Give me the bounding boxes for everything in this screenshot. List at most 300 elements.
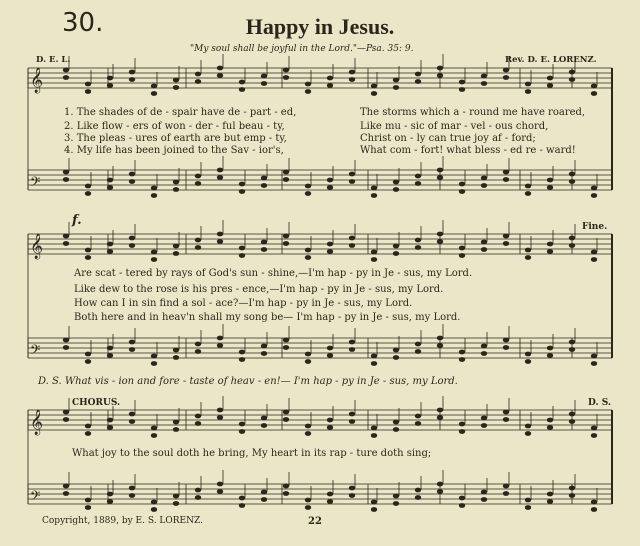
note-head bbox=[481, 490, 487, 495]
note-head bbox=[327, 418, 333, 423]
note-head bbox=[569, 493, 575, 498]
note-head bbox=[459, 80, 465, 85]
copyright-notice: Copyright, 1889, by E. S. LORENZ. bbox=[42, 516, 203, 526]
note-head bbox=[327, 346, 333, 351]
note-head bbox=[569, 70, 575, 75]
note-head bbox=[547, 353, 553, 358]
note-head bbox=[459, 357, 465, 362]
note-head bbox=[327, 353, 333, 358]
note-head bbox=[415, 342, 421, 347]
note-head bbox=[327, 249, 333, 254]
note-head bbox=[437, 232, 443, 237]
note-head bbox=[569, 243, 575, 248]
note-head bbox=[173, 501, 179, 506]
note-head bbox=[85, 248, 91, 253]
note-head bbox=[393, 85, 399, 90]
note-head bbox=[591, 84, 597, 89]
note-head bbox=[525, 352, 531, 357]
note-head bbox=[525, 424, 531, 429]
note-head bbox=[63, 338, 69, 343]
forte-marking: f. bbox=[72, 213, 82, 228]
note-head bbox=[63, 234, 69, 239]
note-head bbox=[525, 359, 531, 364]
note-head bbox=[283, 241, 289, 246]
note-head bbox=[63, 75, 69, 80]
note-head bbox=[283, 491, 289, 496]
note-head bbox=[63, 177, 69, 182]
note-head bbox=[173, 187, 179, 192]
note-head bbox=[283, 410, 289, 415]
note-head bbox=[305, 191, 311, 196]
verse-2-second-half: Like mu - sic of mar - vel - ous chord, bbox=[360, 121, 549, 132]
note-head bbox=[547, 178, 553, 183]
note-head bbox=[349, 493, 355, 498]
note-head bbox=[349, 236, 355, 241]
note-head bbox=[437, 175, 443, 180]
note-head bbox=[503, 177, 509, 182]
note-head bbox=[195, 349, 201, 354]
note-head bbox=[195, 238, 201, 243]
note-head bbox=[569, 419, 575, 424]
note-head bbox=[195, 245, 201, 250]
note-head bbox=[173, 420, 179, 425]
note-head bbox=[239, 246, 245, 251]
note-head bbox=[173, 251, 179, 256]
note-head bbox=[525, 191, 531, 196]
bass-clef-icon: 𝄢 bbox=[30, 174, 41, 193]
note-head bbox=[437, 239, 443, 244]
treble-clef-icon: 𝄞 bbox=[30, 234, 44, 259]
note-head bbox=[85, 431, 91, 436]
note-head bbox=[349, 340, 355, 345]
note-head bbox=[547, 425, 553, 430]
note-head bbox=[349, 77, 355, 82]
note-head bbox=[173, 85, 179, 90]
note-head bbox=[503, 241, 509, 246]
note-head bbox=[415, 349, 421, 354]
note-head bbox=[305, 248, 311, 253]
note-head bbox=[261, 490, 267, 495]
note-head bbox=[371, 426, 377, 431]
note-head bbox=[591, 426, 597, 431]
treble-clef-icon: 𝄞 bbox=[30, 68, 44, 93]
note-head bbox=[261, 344, 267, 349]
note-head bbox=[591, 91, 597, 96]
note-head bbox=[261, 247, 267, 252]
note-head bbox=[481, 423, 487, 428]
note-head bbox=[371, 507, 377, 512]
note-head bbox=[569, 236, 575, 241]
note-head bbox=[503, 484, 509, 489]
note-head bbox=[393, 244, 399, 249]
note-head bbox=[217, 66, 223, 71]
note-head bbox=[239, 357, 245, 362]
note-head bbox=[349, 486, 355, 491]
note-head bbox=[569, 340, 575, 345]
note-head bbox=[151, 250, 157, 255]
verse-3-first-half: 3. The pleas - ures of earth are but emp - ty, bbox=[64, 133, 287, 144]
note-head bbox=[327, 242, 333, 247]
note-head bbox=[459, 503, 465, 508]
note-head bbox=[107, 83, 113, 88]
note-head bbox=[591, 507, 597, 512]
note-head bbox=[107, 346, 113, 351]
note-head bbox=[503, 75, 509, 80]
note-head bbox=[107, 76, 113, 81]
note-head bbox=[393, 187, 399, 192]
note-head bbox=[503, 491, 509, 496]
note-head bbox=[525, 89, 531, 94]
note-head bbox=[305, 431, 311, 436]
note-head bbox=[503, 68, 509, 73]
note-head bbox=[415, 421, 421, 426]
note-head bbox=[591, 500, 597, 505]
note-head bbox=[305, 498, 311, 503]
note-head bbox=[85, 89, 91, 94]
note-head bbox=[547, 185, 553, 190]
note-head bbox=[217, 232, 223, 237]
note-head bbox=[437, 415, 443, 420]
note-head bbox=[415, 245, 421, 250]
note-head bbox=[503, 410, 509, 415]
note-head bbox=[371, 257, 377, 262]
note-head bbox=[415, 495, 421, 500]
note-head bbox=[591, 361, 597, 366]
note-head bbox=[305, 255, 311, 260]
note-head bbox=[283, 234, 289, 239]
note-head bbox=[305, 352, 311, 357]
note-head bbox=[217, 408, 223, 413]
note-head bbox=[349, 172, 355, 177]
note-head bbox=[107, 185, 113, 190]
note-head bbox=[525, 248, 531, 253]
note-head bbox=[63, 491, 69, 496]
note-head bbox=[481, 183, 487, 188]
note-head bbox=[525, 82, 531, 87]
note-head bbox=[261, 416, 267, 421]
note-head bbox=[371, 186, 377, 191]
note-head bbox=[569, 412, 575, 417]
composer-credit: Rev. D. E. LORENZ. bbox=[505, 55, 597, 65]
note-head bbox=[151, 361, 157, 366]
note-head bbox=[393, 427, 399, 432]
verse-1-second-half: The storms which a - round me have roared, bbox=[360, 107, 586, 118]
note-head bbox=[503, 417, 509, 422]
lyricist-credit: D. E. L. bbox=[36, 55, 71, 65]
note-head bbox=[349, 179, 355, 184]
note-head bbox=[63, 417, 69, 422]
note-head bbox=[503, 338, 509, 343]
note-head bbox=[85, 255, 91, 260]
note-head bbox=[283, 345, 289, 350]
note-head bbox=[459, 350, 465, 355]
note-head bbox=[437, 66, 443, 71]
bass-clef-icon: 𝄢 bbox=[30, 342, 41, 361]
note-head bbox=[393, 78, 399, 83]
note-head bbox=[305, 505, 311, 510]
note-head bbox=[261, 74, 267, 79]
note-head bbox=[283, 417, 289, 422]
note-head bbox=[107, 178, 113, 183]
note-head bbox=[107, 492, 113, 497]
note-head bbox=[525, 184, 531, 189]
note-head bbox=[107, 249, 113, 254]
note-head bbox=[305, 424, 311, 429]
note-head bbox=[415, 238, 421, 243]
note-head bbox=[503, 345, 509, 350]
note-head bbox=[437, 489, 443, 494]
note-head bbox=[129, 70, 135, 75]
note-head bbox=[437, 73, 443, 78]
note-head bbox=[569, 486, 575, 491]
note-head bbox=[129, 172, 135, 177]
hymn-number: 30. bbox=[62, 8, 104, 38]
note-head bbox=[305, 184, 311, 189]
note-head bbox=[393, 251, 399, 256]
note-head bbox=[85, 359, 91, 364]
note-head bbox=[547, 418, 553, 423]
note-head bbox=[151, 91, 157, 96]
note-head bbox=[525, 505, 531, 510]
note-head bbox=[217, 482, 223, 487]
note-head bbox=[173, 180, 179, 185]
note-head bbox=[129, 340, 135, 345]
note-head bbox=[239, 80, 245, 85]
note-head bbox=[217, 343, 223, 348]
note-head bbox=[569, 77, 575, 82]
note-head bbox=[217, 415, 223, 420]
note-head bbox=[107, 242, 113, 247]
note-head bbox=[415, 181, 421, 186]
verse-4-second-half: What com - fort! what bless - ed re - ward! bbox=[360, 145, 576, 156]
note-head bbox=[261, 176, 267, 181]
note-head bbox=[503, 170, 509, 175]
note-head bbox=[459, 189, 465, 194]
note-head bbox=[393, 501, 399, 506]
note-head bbox=[63, 68, 69, 73]
note-head bbox=[459, 87, 465, 92]
note-head bbox=[415, 414, 421, 419]
note-head bbox=[481, 344, 487, 349]
note-head bbox=[63, 345, 69, 350]
note-head bbox=[437, 408, 443, 413]
note-head bbox=[415, 174, 421, 179]
note-head bbox=[283, 68, 289, 73]
note-head bbox=[459, 422, 465, 427]
note-head bbox=[195, 79, 201, 84]
note-head bbox=[437, 336, 443, 341]
note-head bbox=[591, 354, 597, 359]
note-head bbox=[85, 82, 91, 87]
verse-2-first-half: 2. Like flow - ers of won - der - ful beau - ty, bbox=[64, 121, 285, 132]
page-number: 22 bbox=[308, 516, 322, 527]
note-head bbox=[151, 257, 157, 262]
note-head bbox=[151, 193, 157, 198]
note-head bbox=[63, 170, 69, 175]
note-head bbox=[195, 342, 201, 347]
note-head bbox=[393, 355, 399, 360]
note-head bbox=[129, 236, 135, 241]
note-head bbox=[129, 493, 135, 498]
treble-clef-icon: 𝄞 bbox=[30, 410, 44, 435]
note-head bbox=[107, 425, 113, 430]
note-head bbox=[327, 499, 333, 504]
note-head bbox=[305, 359, 311, 364]
note-head bbox=[129, 419, 135, 424]
note-head bbox=[283, 338, 289, 343]
note-head bbox=[371, 84, 377, 89]
note-head bbox=[327, 178, 333, 183]
chorus-lyric-line: What joy to the soul doth he bring, My heart in its rap - ture doth sing; bbox=[72, 448, 432, 459]
note-head bbox=[195, 181, 201, 186]
note-head bbox=[349, 70, 355, 75]
note-head bbox=[393, 420, 399, 425]
note-head bbox=[591, 250, 597, 255]
note-head bbox=[481, 74, 487, 79]
note-head bbox=[195, 421, 201, 426]
note-head bbox=[371, 361, 377, 366]
note-head bbox=[591, 433, 597, 438]
note-head bbox=[173, 355, 179, 360]
note-head bbox=[305, 89, 311, 94]
note-head bbox=[349, 243, 355, 248]
verse-1-first-half: 1. The shades of de - spair have de - part - ed, bbox=[64, 107, 297, 118]
note-head bbox=[569, 172, 575, 177]
scripture-epigraph: "My soul shall be joyful in the Lord."—Psa. 35: 9. bbox=[190, 44, 414, 54]
hymn-title: Happy in Jesus. bbox=[245, 14, 395, 39]
note-head bbox=[525, 431, 531, 436]
refrain-line-3: How can I in sin find a sol - ace?—I'm hap - py in Je - sus, my Lord. bbox=[74, 298, 413, 309]
note-head bbox=[459, 253, 465, 258]
note-head bbox=[151, 433, 157, 438]
note-head bbox=[239, 189, 245, 194]
note-head bbox=[85, 352, 91, 357]
bass-clef-icon: 𝄢 bbox=[30, 488, 41, 507]
note-head bbox=[547, 249, 553, 254]
note-head bbox=[327, 492, 333, 497]
note-head bbox=[173, 494, 179, 499]
note-head bbox=[591, 257, 597, 262]
note-head bbox=[349, 347, 355, 352]
note-head bbox=[283, 177, 289, 182]
refrain-line-1: Are scat - tered by rays of God's sun - shine,—I'm hap - py in Je - sus, my Lord. bbox=[74, 268, 473, 279]
note-head bbox=[371, 500, 377, 505]
note-head bbox=[261, 351, 267, 356]
note-head bbox=[129, 412, 135, 417]
verse-4-first-half: 4. My life has been joined to the Sav - ior's, bbox=[64, 145, 284, 156]
note-head bbox=[547, 242, 553, 247]
note-head bbox=[547, 499, 553, 504]
ds-marking: D. S. bbox=[588, 398, 612, 408]
note-head bbox=[525, 498, 531, 503]
note-head bbox=[481, 351, 487, 356]
note-head bbox=[481, 240, 487, 245]
note-head bbox=[195, 495, 201, 500]
note-head bbox=[107, 418, 113, 423]
note-head bbox=[239, 182, 245, 187]
note-head bbox=[239, 422, 245, 427]
note-head bbox=[107, 499, 113, 504]
note-head bbox=[591, 193, 597, 198]
note-head bbox=[459, 246, 465, 251]
note-head bbox=[151, 507, 157, 512]
note-head bbox=[415, 79, 421, 84]
note-head bbox=[239, 429, 245, 434]
note-head bbox=[327, 185, 333, 190]
note-head bbox=[547, 346, 553, 351]
note-head bbox=[217, 239, 223, 244]
note-head bbox=[481, 416, 487, 421]
note-head bbox=[393, 494, 399, 499]
note-head bbox=[415, 488, 421, 493]
note-head bbox=[437, 482, 443, 487]
note-head bbox=[173, 78, 179, 83]
note-head bbox=[195, 72, 201, 77]
note-head bbox=[371, 354, 377, 359]
note-head bbox=[239, 503, 245, 508]
note-head bbox=[349, 412, 355, 417]
chorus-marking: CHORUS. bbox=[72, 398, 121, 408]
note-head bbox=[63, 484, 69, 489]
note-head bbox=[305, 82, 311, 87]
note-head bbox=[261, 81, 267, 86]
note-head bbox=[547, 83, 553, 88]
note-head bbox=[217, 489, 223, 494]
note-head bbox=[261, 497, 267, 502]
note-head bbox=[239, 87, 245, 92]
note-head bbox=[63, 410, 69, 415]
note-head bbox=[459, 429, 465, 434]
note-head bbox=[349, 419, 355, 424]
note-head bbox=[151, 84, 157, 89]
note-head bbox=[261, 423, 267, 428]
note-head bbox=[481, 497, 487, 502]
note-head bbox=[437, 168, 443, 173]
note-head bbox=[371, 250, 377, 255]
note-head bbox=[151, 426, 157, 431]
note-head bbox=[503, 234, 509, 239]
note-head bbox=[85, 498, 91, 503]
note-head bbox=[327, 76, 333, 81]
note-head bbox=[547, 492, 553, 497]
note-head bbox=[151, 500, 157, 505]
note-head bbox=[283, 484, 289, 489]
note-head bbox=[107, 353, 113, 358]
note-head bbox=[173, 348, 179, 353]
note-head bbox=[85, 184, 91, 189]
note-head bbox=[261, 183, 267, 188]
note-head bbox=[173, 427, 179, 432]
note-head bbox=[217, 73, 223, 78]
note-head bbox=[129, 179, 135, 184]
note-head bbox=[415, 72, 421, 77]
note-head bbox=[239, 253, 245, 258]
note-head bbox=[151, 354, 157, 359]
note-head bbox=[547, 76, 553, 81]
verse-3-second-half: Christ on - ly can true joy af - ford; bbox=[360, 133, 536, 144]
note-head bbox=[569, 347, 575, 352]
note-head bbox=[129, 347, 135, 352]
note-head bbox=[85, 424, 91, 429]
note-head bbox=[239, 496, 245, 501]
refrain-line-4: Both here and in heav'n shall my song be— I'm hap - py in Je - sus, my Lord. bbox=[74, 312, 461, 323]
note-head bbox=[195, 414, 201, 419]
note-head bbox=[217, 336, 223, 341]
note-head bbox=[393, 180, 399, 185]
note-head bbox=[481, 176, 487, 181]
note-head bbox=[569, 179, 575, 184]
fine-marking: Fine. bbox=[582, 222, 608, 232]
